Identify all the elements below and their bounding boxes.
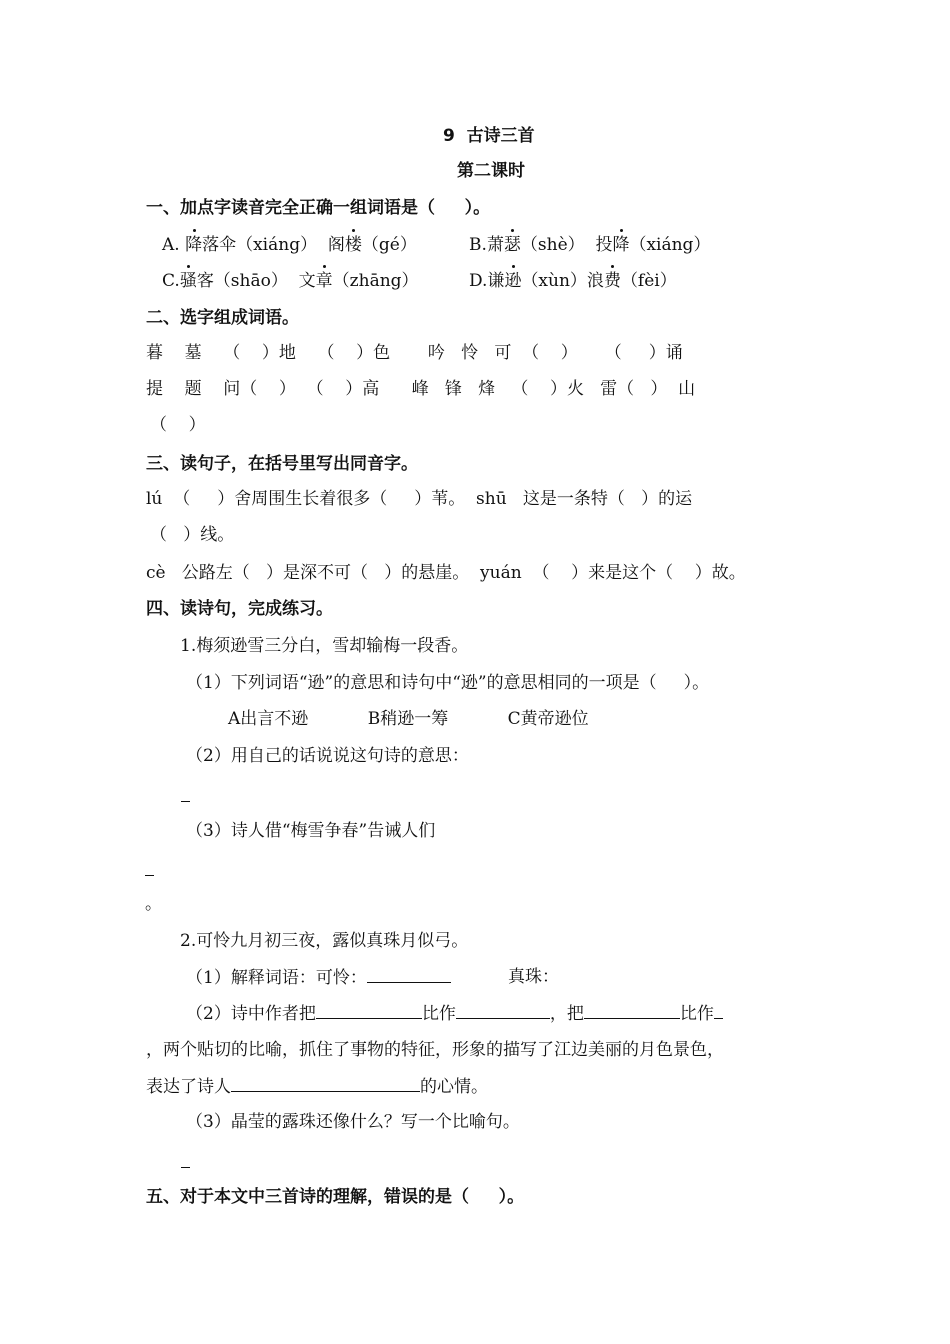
- answer-blank[interactable]: [584, 1002, 680, 1019]
- q3-line-3: cè 公路左（ ）是深不可（ ）的悬崖。 yuán （ ）来是这个（ ）故。: [146, 563, 746, 583]
- q4-p1-end-mark: 。: [145, 894, 162, 914]
- answer-blank[interactable]: [316, 1002, 422, 1019]
- answer-blank[interactable]: [367, 966, 451, 983]
- q4-p2-question-2-line-2: ，两个贴切的比喻，抓住了事物的特征，形象的描写了江边美丽的月色景色，: [146, 1040, 724, 1060]
- q2-line-2: 提 题 问（ ） （ ）高 峰 锋 烽 （ ）火 雷（ ） 山: [146, 379, 696, 399]
- q5-heading: 五、对于本文中三首诗的理解，错误的是（ ）。: [146, 1187, 525, 1207]
- q4-p1-question-3: （3）诗人借“梅雪争春”告诫人们: [186, 821, 436, 841]
- q4-p1-question-2: （2）用自己的话说说这句诗的意思：: [186, 746, 469, 766]
- q4-p1-options: A出言不逊 B稍逊一筹 C黄帝逊位: [228, 709, 589, 729]
- q1-option-d: D.谦逊（xùn）浪费（fèi）: [469, 271, 677, 291]
- q1-option-c: C.骚客（shāo） 文章（zhāng）: [162, 271, 419, 291]
- answer-line[interactable]: [145, 875, 154, 876]
- q4-p2-question-1-b: 真珠：: [508, 967, 559, 987]
- q1-heading: 一、加点字读音完全正确一组词语是（ ）。: [146, 198, 491, 218]
- page-title: 9 古诗三首: [443, 126, 535, 146]
- answer-blank[interactable]: [231, 1075, 420, 1092]
- answer-blank[interactable]: [714, 1002, 723, 1019]
- q2-line-1: 暮 墓 （ ）地 （ ）色 吟 怜 可 （ ） （ ）诵: [146, 343, 683, 363]
- q3-line-2: （ ）线。: [150, 525, 235, 545]
- answer-blank[interactable]: [456, 1002, 550, 1019]
- q2-heading: 二、选字组成词语。: [146, 308, 299, 328]
- q1-option-a: A. 降落伞（xiáng） 阁楼（gé）: [162, 235, 417, 255]
- q3-heading: 三、读句子，在括号里写出同音字。: [146, 454, 418, 474]
- q3-line-1: lú （ ）舍周围生长着很多（ ）苇。 shū 这是一条特（ ）的运: [146, 489, 693, 509]
- answer-line[interactable]: [181, 801, 190, 802]
- q2-line-3: （ ）: [150, 415, 206, 435]
- q4-poem-2: 2.可怜九月初三夜，露似真珠月似弓。: [180, 931, 469, 951]
- q4-heading: 四、读诗句，完成练习。: [146, 599, 333, 619]
- page-subtitle: 第二课时: [457, 161, 525, 181]
- q4-p1-question-1: （1）下列词语“逊”的意思和诗句中“逊”的意思相同的一项是（ ）。: [186, 673, 710, 693]
- q4-poem-1: 1.梅须逊雪三分白，雪却输梅一段香。: [180, 636, 469, 656]
- answer-line[interactable]: [181, 1167, 190, 1168]
- q1-option-b: B.萧瑟（shè） 投降（xiáng）: [469, 235, 711, 255]
- q4-p2-question-3: （3）晶莹的露珠还像什么？写一个比喻句。: [186, 1112, 520, 1132]
- q4-p2-question-1: （1）解释词语：可怜：: [186, 966, 451, 989]
- q4-p2-question-2-line-3: 表达了诗人 的心情。: [146, 1077, 488, 1097]
- q4-p2-question-2: （2）诗中作者把 比作 ，把 比作: [186, 1002, 723, 1025]
